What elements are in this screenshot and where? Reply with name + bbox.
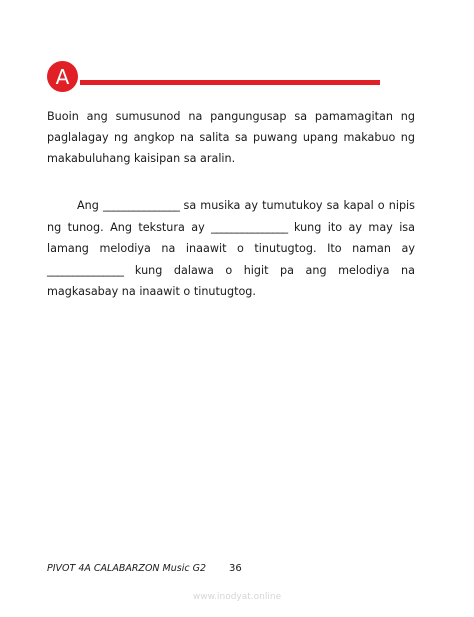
instructions-text: Buoin ang sumusunod na pangungusap sa pamamagitan ng paglalagay ng angkop na salita sa puwang upang makabuo ng makabuluhang kaisipan sa aralin. bbox=[47, 110, 415, 165]
section-badge bbox=[47, 61, 78, 92]
answer-blank-1: _______________ bbox=[102, 199, 180, 212]
exercise-text-1: Ang bbox=[77, 199, 103, 212]
watermark: www.inodyat.online bbox=[192, 592, 282, 602]
fill-in-paragraph bbox=[47, 195, 415, 303]
section-rule bbox=[80, 80, 380, 85]
answer-blank-3: _______________ bbox=[47, 263, 124, 277]
section-letter: A bbox=[55, 64, 70, 89]
exercise-text-2: sa musika ay tumutukoy sa kapal o nipis ng tunog. Ang tekstura ay bbox=[47, 199, 415, 234]
page-number: 36 bbox=[229, 563, 242, 574]
answer-blank-2: _______________ bbox=[211, 220, 288, 234]
exercise-text-3: kung ito ay may isa lamang melodiya na inaawit o tinutugtog. Ito naman ay bbox=[47, 220, 415, 255]
footer-source: PIVOT 4A CALABARZON Music G2 bbox=[47, 563, 206, 574]
exercise-text-4: kung dalawa o higit pa ang melodiya na magkasabay na inaawit o tinutugtog. bbox=[47, 263, 415, 298]
